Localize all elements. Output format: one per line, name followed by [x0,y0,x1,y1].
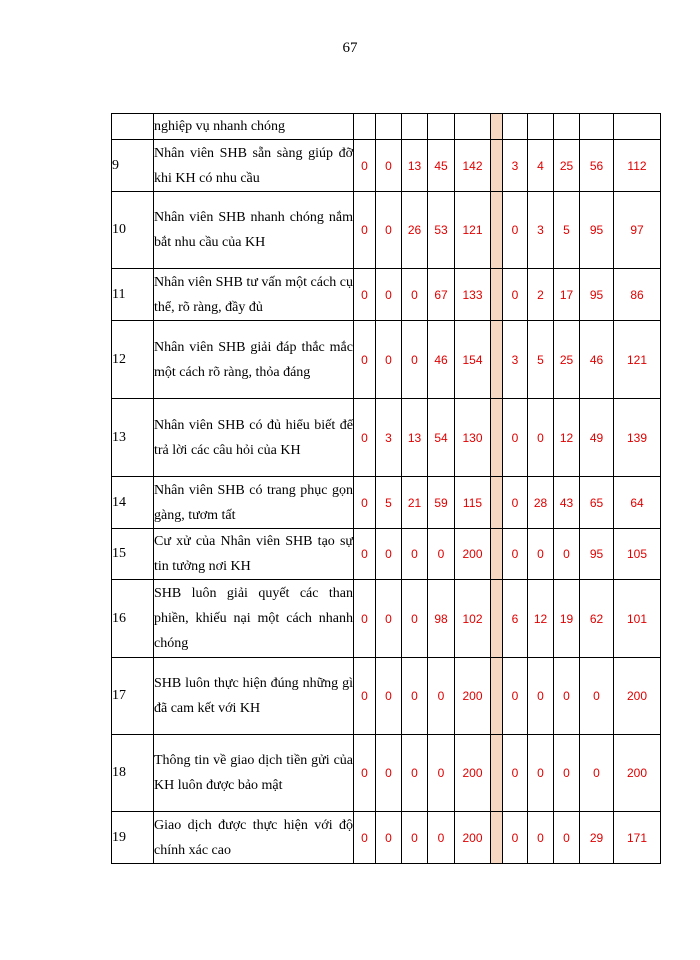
right-score-cell: 62 [580,580,614,658]
left-score-cell: 0 [354,399,376,477]
table-row [112,140,661,192]
row-number: 13 [112,399,154,477]
right-score-cell: 0 [503,477,528,529]
column-separator [491,812,503,864]
right-score-cell: 0 [580,735,614,812]
left-score-cell: 0 [354,477,376,529]
left-score-cell: 0 [376,735,402,812]
right-score-cell: 0 [528,812,554,864]
left-score-cell: 0 [428,812,455,864]
row-number: 16 [112,580,154,658]
right-score-cell: 46 [580,321,614,399]
left-score-cell: 5 [376,477,402,529]
right-score-cell: 0 [580,658,614,735]
right-score-cell: 0 [503,735,528,812]
left-score-cell: 21 [402,477,428,529]
right-score-cell: 12 [528,580,554,658]
criterion-text: Nhân viên SHB nhanh chóng nắm bắt nhu cầu của KH [154,192,354,269]
column-separator [491,580,503,658]
table-row [112,192,661,269]
left-score-cell: 0 [354,269,376,321]
left-score-cell: 0 [354,580,376,658]
right-score-cell: 0 [503,658,528,735]
right-score-cell: 95 [580,269,614,321]
column-separator [491,114,503,140]
criterion-text: Nhân viên SHB có đủ hiểu biết để trả lời các câu hỏi của KH [154,399,354,477]
right-score-cell: 0 [503,812,528,864]
right-score-cell: 6 [503,580,528,658]
right-score-cell: 0 [528,658,554,735]
right-score-cell: 5 [554,192,580,269]
left-score-cell: 0 [376,812,402,864]
right-score-cell: 43 [554,477,580,529]
column-separator [491,321,503,399]
column-separator [491,192,503,269]
left-score-cell: 0 [376,269,402,321]
right-score-cell: 3 [528,192,554,269]
criterion-text: Cư xử của Nhân viên SHB tạo sự tin tưởng nơi KH [154,529,354,580]
column-separator [491,658,503,735]
right-score-cell: 112 [614,140,661,192]
right-score-cell: 0 [503,399,528,477]
table-row [112,114,661,140]
table-row [112,269,661,321]
left-score-cell: 0 [428,735,455,812]
right-score-cell: 0 [503,529,528,580]
left-score-cell: 45 [428,140,455,192]
right-score-cell: 19 [554,580,580,658]
left-score-cell: 0 [402,269,428,321]
left-score-cell: 102 [455,580,491,658]
table-row [112,580,661,658]
page-number: 67 [342,40,358,56]
table-row [112,477,661,529]
right-score-cell: 0 [528,735,554,812]
column-separator [491,140,503,192]
left-score-cell: 0 [354,812,376,864]
right-score-cell: 121 [614,321,661,399]
left-score-cell: 0 [376,529,402,580]
criterion-text: Nhân viên SHB giải đáp thắc mắc một cách rõ ràng, thỏa đáng [154,321,354,399]
table-row [112,735,661,812]
left-score-cell: 0 [402,658,428,735]
left-score-cell: 13 [402,140,428,192]
right-score-cell: 25 [554,321,580,399]
survey-table [111,113,661,864]
left-score-cell: 142 [455,140,491,192]
right-score-cell: 3 [503,321,528,399]
row-number: 15 [112,529,154,580]
left-score-cell: 98 [428,580,455,658]
row-number: 19 [112,812,154,864]
table-row [112,658,661,735]
left-score-cell [455,114,491,140]
left-score-cell: 121 [455,192,491,269]
left-score-cell: 0 [376,140,402,192]
criterion-text: Nhân viên SHB có trang phục gọn gàng, tươm tất [154,477,354,529]
left-score-cell: 0 [428,529,455,580]
right-score-cell: 0 [554,812,580,864]
left-score-cell: 0 [376,580,402,658]
criterion-text: Giao dịch được thực hiện với độ chính xác cao [154,812,354,864]
left-score-cell: 200 [455,529,491,580]
row-number: 10 [112,192,154,269]
left-score-cell: 53 [428,192,455,269]
criterion-text: Nhân viên SHB tư vấn một cách cụ thể, rõ ràng, đầy đủ [154,269,354,321]
row-number: 12 [112,321,154,399]
right-score-cell: 29 [580,812,614,864]
left-score-cell [354,114,376,140]
right-score-cell: 64 [614,477,661,529]
right-score-cell: 0 [503,192,528,269]
criterion-text: SHB luôn giải quyết các than phiền, khiếu nại một cách nhanh chóng [154,580,354,658]
left-score-cell [428,114,455,140]
right-score-cell: 12 [554,399,580,477]
table-body [112,114,661,864]
right-score-cell: 200 [614,658,661,735]
left-score-cell: 154 [455,321,491,399]
left-score-cell [376,114,402,140]
row-number: 17 [112,658,154,735]
left-score-cell [402,114,428,140]
left-score-cell: 0 [354,321,376,399]
right-score-cell: 0 [503,269,528,321]
column-separator [491,529,503,580]
criterion-text: Nhân viên SHB sẵn sàng giúp đỡ khi KH có nhu cầu [154,140,354,192]
left-score-cell: 67 [428,269,455,321]
criterion-text: Thông tin về giao dịch tiền gửi của KH luôn được bảo mật [154,735,354,812]
left-score-cell: 3 [376,399,402,477]
right-score-cell: 105 [614,529,661,580]
table-row [112,529,661,580]
left-score-cell: 0 [354,192,376,269]
criterion-text: nghiệp vụ nhanh chóng [154,114,354,140]
left-score-cell: 133 [455,269,491,321]
table-row [112,321,661,399]
left-score-cell: 115 [455,477,491,529]
table-row [112,399,661,477]
left-score-cell: 0 [376,192,402,269]
left-score-cell: 0 [354,140,376,192]
column-separator [491,735,503,812]
right-score-cell: 86 [614,269,661,321]
criterion-text: SHB luôn thực hiện đúng những gì đã cam kết với KH [154,658,354,735]
right-score-cell: 5 [528,321,554,399]
left-score-cell: 0 [428,658,455,735]
right-score-cell: 4 [528,140,554,192]
left-score-cell: 130 [455,399,491,477]
right-score-cell: 97 [614,192,661,269]
right-score-cell: 17 [554,269,580,321]
left-score-cell: 0 [402,321,428,399]
left-score-cell: 200 [455,658,491,735]
right-score-cell: 171 [614,812,661,864]
left-score-cell: 59 [428,477,455,529]
left-score-cell: 0 [376,321,402,399]
right-score-cell: 2 [528,269,554,321]
right-score-cell: 95 [580,192,614,269]
left-score-cell: 26 [402,192,428,269]
row-number [112,114,154,140]
left-score-cell: 200 [455,812,491,864]
left-score-cell: 0 [402,735,428,812]
right-score-cell: 0 [528,529,554,580]
right-score-cell [554,114,580,140]
left-score-cell: 200 [455,735,491,812]
right-score-cell: 0 [528,399,554,477]
right-score-cell: 0 [554,658,580,735]
left-score-cell: 0 [402,529,428,580]
column-separator [491,477,503,529]
right-score-cell: 200 [614,735,661,812]
right-score-cell [528,114,554,140]
left-score-cell: 0 [402,580,428,658]
row-number: 14 [112,477,154,529]
right-score-cell: 25 [554,140,580,192]
right-score-cell [614,114,661,140]
row-number: 11 [112,269,154,321]
right-score-cell: 65 [580,477,614,529]
row-number: 9 [112,140,154,192]
right-score-cell: 56 [580,140,614,192]
left-score-cell: 46 [428,321,455,399]
column-separator [491,269,503,321]
right-score-cell [580,114,614,140]
right-score-cell: 3 [503,140,528,192]
right-score-cell [503,114,528,140]
right-score-cell: 101 [614,580,661,658]
left-score-cell: 0 [376,658,402,735]
left-score-cell: 0 [354,735,376,812]
left-score-cell: 0 [354,529,376,580]
left-score-cell: 0 [354,658,376,735]
left-score-cell: 54 [428,399,455,477]
right-score-cell: 0 [554,735,580,812]
right-score-cell: 49 [580,399,614,477]
right-score-cell: 95 [580,529,614,580]
right-score-cell: 28 [528,477,554,529]
column-separator [491,399,503,477]
right-score-cell: 139 [614,399,661,477]
left-score-cell: 13 [402,399,428,477]
left-score-cell: 0 [402,812,428,864]
row-number: 18 [112,735,154,812]
right-score-cell: 0 [554,529,580,580]
table-row [112,812,661,864]
